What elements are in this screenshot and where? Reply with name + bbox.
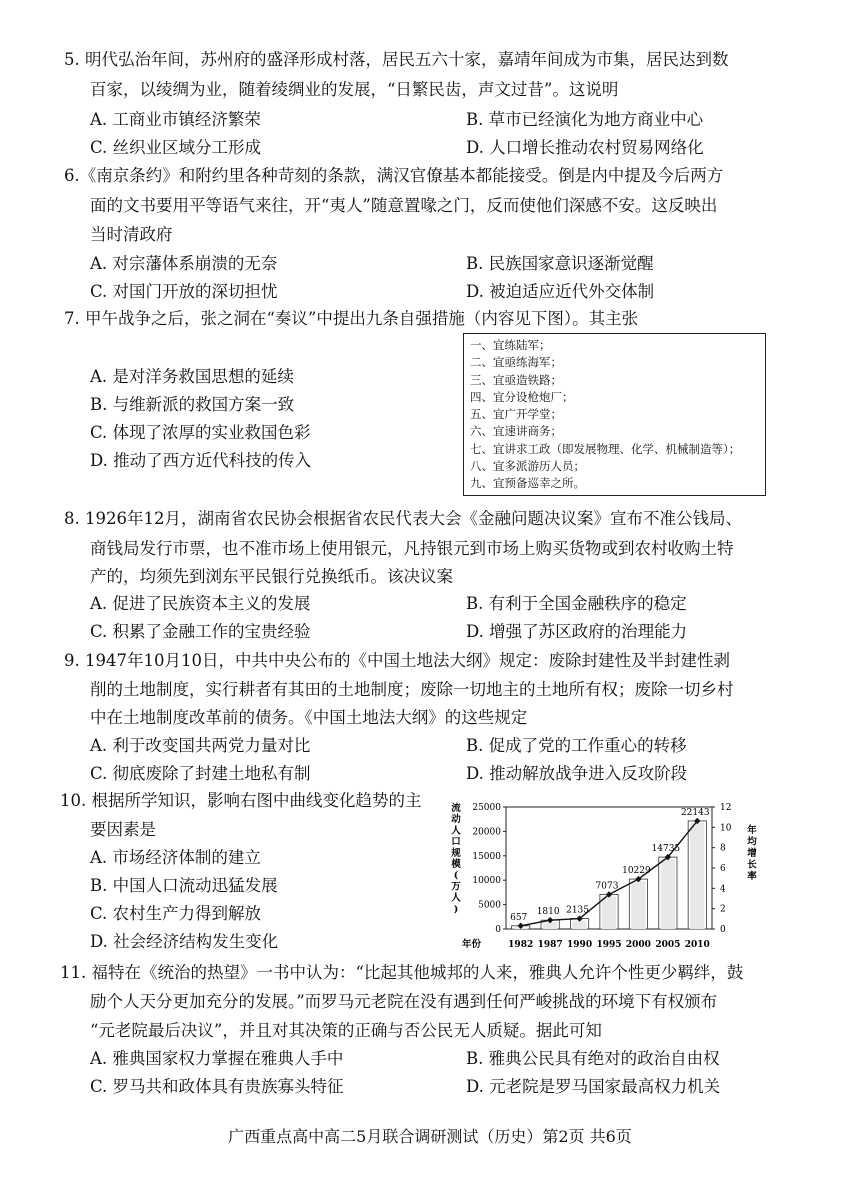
y2-axis-label-char: 增 (747, 848, 757, 859)
q5-option-d: D. 人口增长推动农村贸易网络化 (466, 138, 704, 157)
q10-line-2: 要因素是 (90, 820, 156, 839)
y-axis-ticks (472, 803, 506, 935)
value-label: 1810 (536, 907, 560, 918)
value-label: 10229 (622, 866, 651, 877)
value-label: 2135 (566, 905, 590, 916)
q7-line-1: 7. 甲午战争之后，张之洞在“奏议”中提出九条自强措施（内容见下图）。其主张 (64, 309, 639, 328)
y-tick-label: 5000 (478, 900, 501, 911)
q9-line-3: 中在土地制度改革前的债务。《中国土地法大纲》的这些规定 (90, 708, 528, 727)
q8-line-3: 产的，均须先到浏东平民银行兑换纸币。该决议案 (90, 567, 453, 586)
y-axis-label-char: 规 (451, 847, 461, 859)
q9-option-b: B. 促成了党的工作重心的转移 (466, 736, 687, 755)
page-footer: 广西重点高中高二5月联合调研测试（历史）第2页 共6页 (228, 1127, 632, 1146)
q8-option-a: A. 促进了民族资本主义的发展 (90, 594, 311, 613)
q7-measure-9: 九、宜预备巡幸之所。 (470, 476, 585, 491)
q8-line-1: 8. 1926年12月，湖南省农民协会根据省农民代表大会《金融问题决议案》宣布不准公钱局、 (64, 509, 742, 528)
q5-option-a: A. 工商业市镇经济繁荣 (90, 110, 261, 129)
q8-option-b: B. 有利于全国金融秩序的稳定 (466, 594, 687, 613)
q7-measure-5: 五、宜广开学堂； (470, 407, 562, 422)
q8-option-d: D. 增强了苏区政府的治理能力 (466, 622, 688, 641)
value-label: 657 (510, 912, 528, 923)
q6-line-2: 面的文书要用平等语气来往，开“夷人”随意置喙之门，反而使他们深感不安。这反映出 (90, 196, 718, 215)
q7-option-d: D. 推动了西方近代科技的传入 (90, 451, 312, 470)
q5-line-2: 百家，以绫绸为业，随着绫绸业的发展，“日繁民齿，声文过昔”。这说明 (90, 80, 619, 99)
q5-line-1: 5. 明代弘治年间，苏州府的盛泽形成村落，居民五六十家，嘉靖年间成为市集，居民达到数 (64, 50, 729, 69)
q10-option-b: B. 中国人口流动迅猛发展 (90, 876, 278, 895)
q11-option-b: B. 雅典公民具有绝对的政治自由权 (466, 1049, 720, 1068)
q10-option-a: A. 市场经济体制的建立 (90, 848, 261, 867)
q7-measure-2: 二、宜亟练海军； (470, 355, 562, 370)
q6-line-1: 6.《南京条约》和附约里各种苛刻的条款，满汉官僚基本都能接受。倒是内中提及今后两方 (64, 166, 724, 185)
y2-axis-label-char: 均 (747, 836, 757, 848)
y2-axis-label (747, 824, 757, 882)
q11-line-3: “元老院最后决议”，并且对其决策的正确与否公民无人质疑。据此可知 (90, 1021, 602, 1040)
q7-measure-3: 三、宜亟造铁路； (470, 372, 562, 387)
q7-option-a: A. 是对洋务救国思想的延续 (90, 367, 294, 386)
x-tick-label: 1982 (508, 940, 534, 950)
y2-axis-label-char: 长 (747, 859, 757, 871)
q11-option-a: A. 雅典国家权力掌握在雅典人手中 (90, 1049, 344, 1068)
q6-option-c: C. 对国门开放的深切担忧 (90, 282, 278, 301)
q6-line-3: 当时清政府 (90, 225, 173, 244)
x-tick-label: 1995 (596, 940, 622, 950)
q7-option-b: B. 与维新派的救国方案一致 (90, 395, 295, 414)
bar-fill (690, 823, 704, 929)
q11-line-1: 11. 福特在《统治的热望》一书中认为：“比起其他城邦的人来，雅典人允许个性更少羁绊，鼓 (60, 963, 744, 982)
q5-option-b: B. 草市已经演化为地方商业中心 (466, 110, 704, 129)
x-axis-label: 年份 (462, 939, 482, 950)
q11-line-2: 励个人天分更加充分的发展。”而罗马元老院在没有遇到任何严峻挑战的环境下有权颁布 (90, 992, 718, 1011)
x-tick-label: 1990 (567, 940, 593, 950)
y-axis-label-char: 人 (451, 892, 461, 904)
y-tick-label: 10000 (472, 876, 501, 887)
y2-tick-label: 8 (720, 843, 726, 854)
q7-measure-6: 六、宜速讲商务； (470, 424, 562, 439)
y2-axis-ticks (712, 803, 732, 935)
q9-line-1: 9. 1947年10月10日，中共中央公布的《中国土地法大纲》规定：废除封建性及半封建性剥 (64, 651, 730, 670)
y2-tick-label: 2 (720, 904, 726, 915)
value-label: 22143 (680, 807, 710, 818)
y2-tick-label: 10 (720, 823, 732, 834)
q6-option-b: B. 民族国家意识逐渐觉醒 (466, 254, 654, 273)
y2-axis-label-char: 率 (747, 871, 757, 882)
y-tick-label: 0 (495, 925, 501, 935)
x-tick-label: 1987 (537, 940, 563, 950)
q9-option-d: D. 推动解放战争进入反攻阶段 (466, 764, 688, 783)
y-axis-label-char: 流 (451, 803, 461, 814)
x-tick-label: 2000 (625, 940, 651, 950)
y-tick-label: 20000 (472, 827, 501, 838)
q8-option-c: C. 积累了金融工作的宝贵经验 (90, 622, 311, 641)
bar-fill (602, 896, 616, 929)
y-axis-label-char: 动 (451, 814, 461, 826)
q11-option-c: C. 罗马共和政体具有贵族寡头特征 (90, 1077, 344, 1096)
q7-measures-box (463, 333, 766, 496)
q7-measure-8: 八、宜多派游历人员； (470, 459, 585, 474)
q7-option-c: C. 体现了浓厚的实业救国色彩 (90, 423, 311, 442)
q9-line-2: 削的土地制度，实行耕者有其田的土地制度；废除一切地主的土地所有权；废除一切乡村 (90, 680, 734, 699)
migration-chart (450, 795, 760, 951)
y-axis-label-char: ) (453, 903, 459, 915)
y-axis-label-char: 模 (451, 859, 461, 870)
q10-option-c: C. 农村生产力得到解放 (90, 904, 262, 923)
x-tick-label: 2010 (684, 940, 710, 950)
q10-option-d: D. 社会经济结构发生变化 (90, 932, 279, 951)
q7-measure-4: 四、宜分设枪炮厂； (470, 389, 574, 404)
y2-tick-label: 0 (720, 925, 726, 935)
q6-option-d: D. 被迫适应近代外交体制 (466, 282, 655, 301)
q9-option-a: A. 利于改变国共两党力量对比 (90, 736, 311, 755)
q9-option-c: C. 彻底废除了封建土地私有制 (90, 764, 311, 783)
q7-measure-1: 一、宜练陆军； (470, 338, 551, 352)
q6-option-a: A. 对宗藩体系崩溃的无奈 (90, 254, 278, 273)
bar-fill (631, 881, 645, 929)
x-tick-label: 2005 (655, 940, 681, 950)
q10-line-1: 10. 根据所学知识，影响右图中曲线变化趋势的主 (60, 791, 422, 810)
q5-option-c: C. 丝织业区域分工形成 (90, 138, 262, 157)
x-axis-ticks (508, 940, 710, 950)
value-label: 14735 (651, 844, 681, 855)
y2-axis-label-char: 年 (747, 825, 757, 836)
y2-tick-label: 12 (720, 803, 732, 813)
y-axis-label-char: ( (453, 870, 459, 882)
q11-option-d: D. 元老院是罗马国家最高权力机关 (466, 1077, 721, 1096)
q7-measure-7: 七、宜讲求工政（即发展物理、化学、机械制造等）； (470, 441, 741, 456)
y2-tick-label: 4 (720, 884, 726, 895)
q8-line-2: 商钱局发行市票，也不准市场上使用银元，凡持银元到市场上购买货物或到农村收购土特 (90, 539, 734, 558)
bar-fill (572, 921, 586, 929)
y-tick-label: 15000 (472, 851, 501, 862)
y-axis-label (450, 802, 461, 915)
y-tick-label: 25000 (472, 803, 501, 813)
value-label: 7073 (595, 881, 619, 892)
y-axis-label-char: 人 (451, 825, 461, 837)
y-axis-label-char: 万 (451, 881, 461, 893)
y-axis-label-char: 口 (451, 836, 461, 848)
y2-tick-label: 6 (720, 864, 726, 874)
bar-fill (661, 859, 675, 929)
